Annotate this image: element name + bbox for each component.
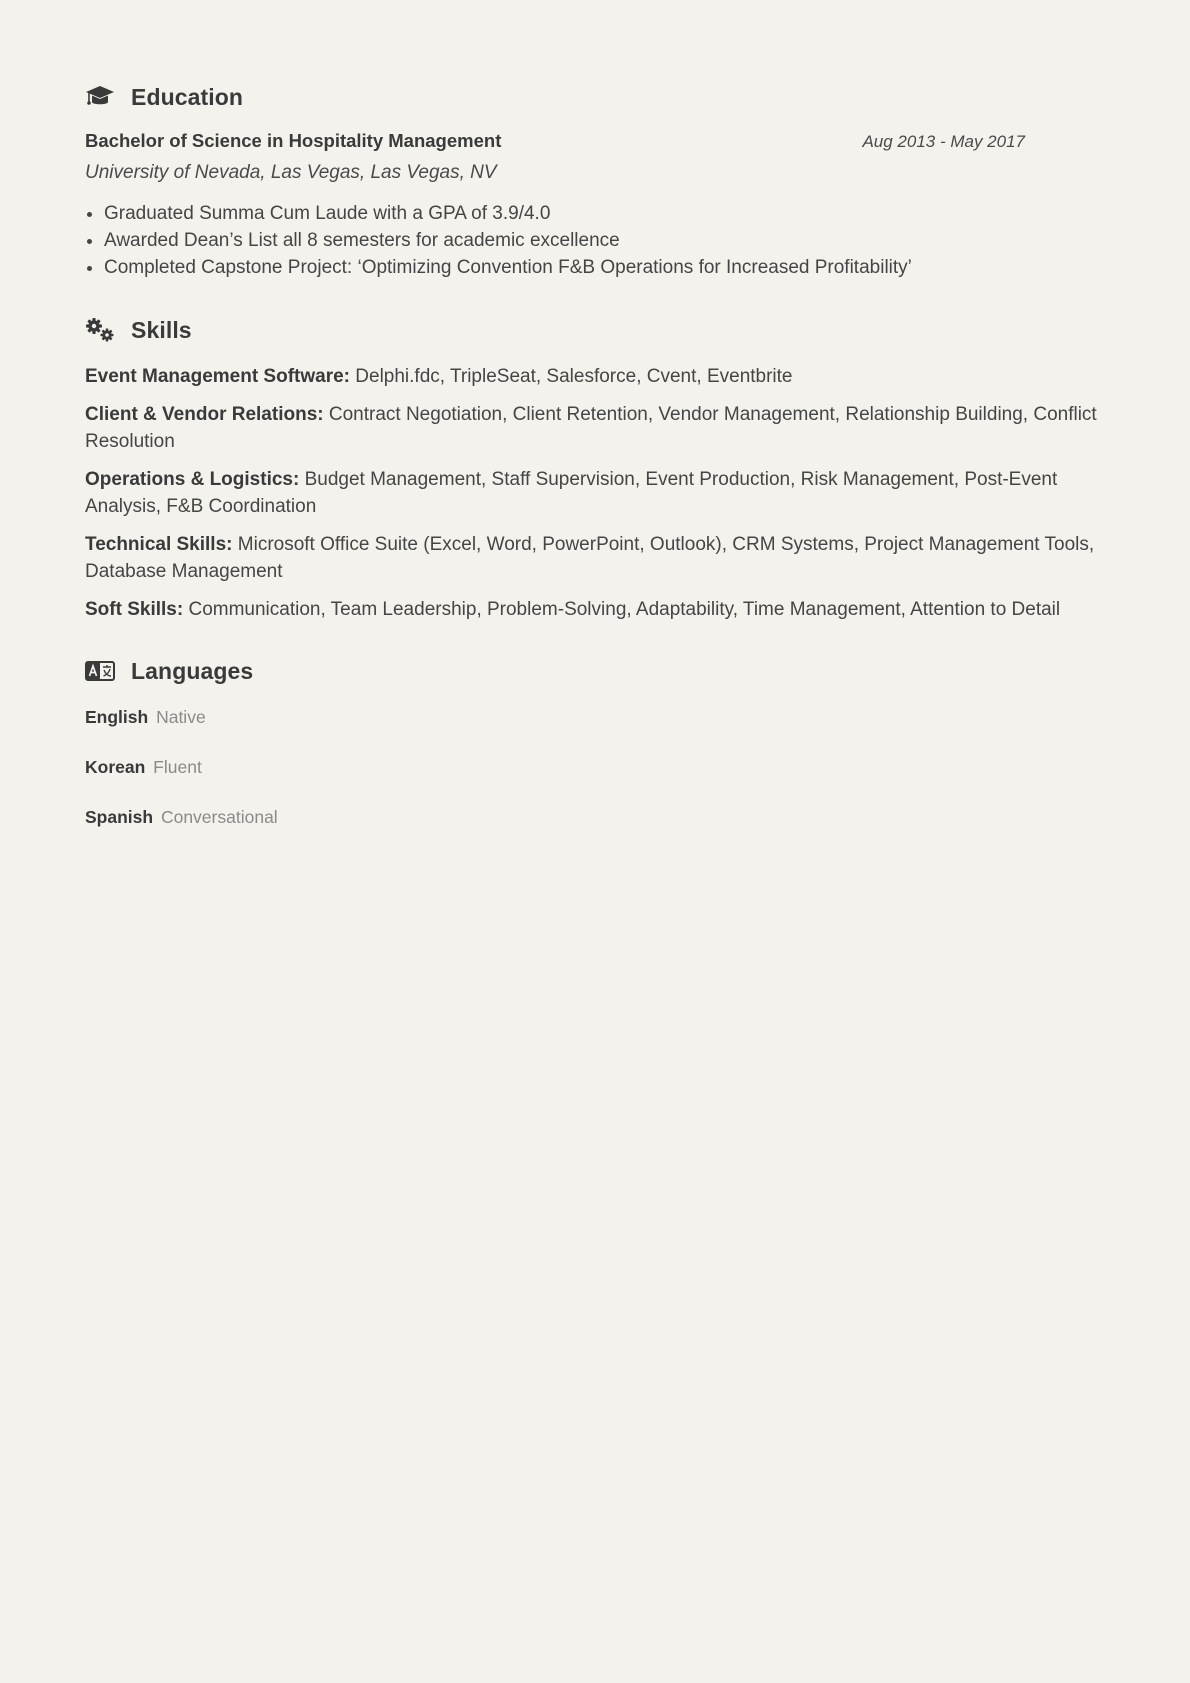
language-level: Fluent bbox=[153, 757, 202, 777]
skill-value: Communication, Team Leadership, Problem-Solving, Adaptability, Time Management, Attention to Detail bbox=[188, 599, 1061, 620]
language-name: Korean bbox=[85, 757, 146, 777]
skill-label: Technical Skills: bbox=[85, 534, 233, 555]
degree-row bbox=[85, 130, 1025, 152]
resume-page bbox=[85, 78, 1105, 854]
education-entry bbox=[85, 130, 1105, 281]
skill-value: Delphi.fdc, TripleSeat, Salesforce, Cvent, Eventbrite bbox=[355, 366, 793, 387]
skill-label: Soft Skills: bbox=[85, 599, 184, 620]
skill-row bbox=[85, 596, 1105, 623]
skill-value: Budget Management, Staff Supervision, Event Production, Risk Management, Post-Event Analysis, F&B Coordination bbox=[85, 469, 1058, 517]
skill-value: Contract Negotiation, Client Retention, Vendor Management, Relationship Building, Conflict Resolution bbox=[85, 404, 1097, 452]
skills-header bbox=[85, 311, 1105, 349]
skill-row bbox=[85, 401, 1105, 455]
education-section bbox=[85, 78, 1105, 281]
education-dates: Aug 2013 - May 2017 bbox=[862, 132, 1025, 151]
skill-label: Client & Vendor Relations: bbox=[85, 404, 324, 425]
school-name: University of Nevada, Las Vegas, Las Vegas, NV bbox=[85, 162, 497, 183]
degree-title: Bachelor of Science in Hospitality Management bbox=[85, 130, 502, 151]
language-name: Spanish bbox=[85, 807, 154, 827]
language-level: Native bbox=[156, 707, 206, 727]
language-row bbox=[85, 754, 1105, 780]
languages-header bbox=[85, 652, 1105, 690]
languages-title: Languages bbox=[131, 657, 254, 684]
skills-list bbox=[85, 363, 1105, 623]
gears-icon bbox=[85, 316, 117, 344]
languages-list bbox=[85, 704, 1105, 830]
language-name: English bbox=[85, 707, 149, 727]
skill-label: Event Management Software: bbox=[85, 366, 350, 387]
list-item: • Awarded Dean’s List all 8 semesters for academic excellence bbox=[104, 227, 1105, 254]
skill-row bbox=[85, 466, 1105, 520]
skills-section bbox=[85, 311, 1105, 623]
language-row bbox=[85, 704, 1105, 730]
education-title: Education bbox=[131, 83, 244, 110]
language-row bbox=[85, 804, 1105, 830]
list-item: • Completed Capstone Project: ‘Optimizing Convention F&B Operations for Increased Profitability’ bbox=[104, 254, 1105, 281]
skill-value: Microsoft Office Suite (Excel, Word, PowerPoint, Outlook), CRM Systems, Project Management Tools, Database Management bbox=[85, 534, 1095, 582]
list-item: • Graduated Summa Cum Laude with a GPA of 3.9/4.0 bbox=[104, 200, 1105, 227]
skill-row bbox=[85, 363, 1105, 390]
language-icon bbox=[85, 657, 117, 685]
education-bullets bbox=[85, 200, 1105, 281]
skills-title: Skills bbox=[131, 316, 192, 343]
graduation-cap-icon bbox=[85, 83, 117, 111]
languages-section bbox=[85, 652, 1105, 830]
language-level: Conversational bbox=[160, 807, 278, 827]
education-header bbox=[85, 78, 1105, 116]
skill-label: Operations & Logistics: bbox=[85, 469, 300, 490]
skill-row bbox=[85, 531, 1105, 585]
